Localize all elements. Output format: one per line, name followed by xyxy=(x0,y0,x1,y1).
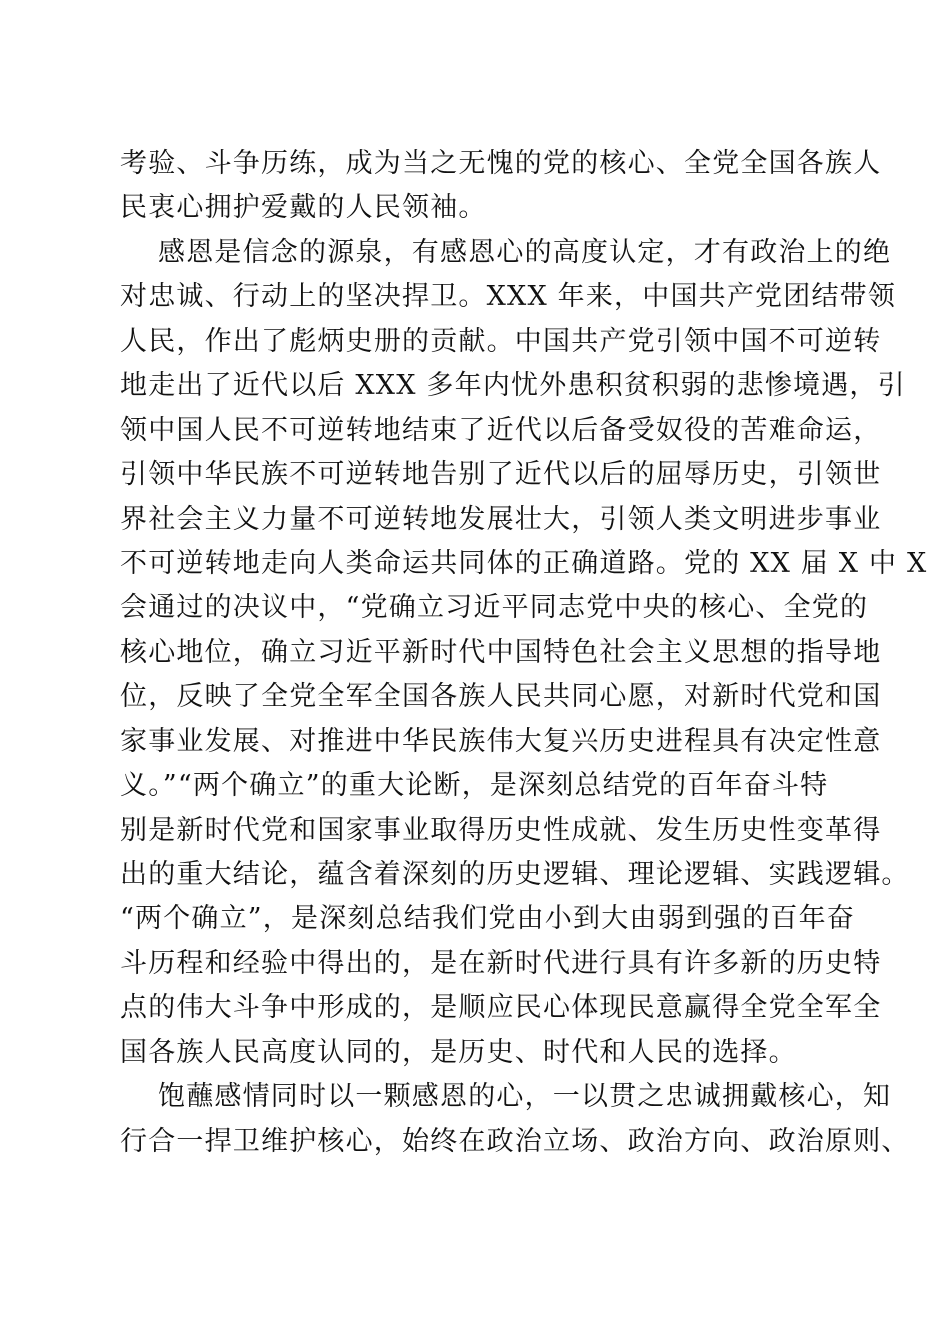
text-line: 会通过的决议中，“党确立习近平同志党中央的核心、全党的 xyxy=(120,592,869,624)
text-line: 界社会主义力量不可逆转地发展壮大，引领人类文明进步事业 xyxy=(120,503,882,535)
paragraph-1 xyxy=(120,142,882,231)
text-line: 位，反映了全党全军全国各族人民共同心愿，对新时代党和国 xyxy=(120,681,882,713)
text-line: 引领中华民族不可逆转地告别了近代以后的屈辱历史，引领世 xyxy=(120,459,882,491)
paragraph-2 xyxy=(120,231,928,1075)
text-line: 义。”“两个确立”的重大论断，是深刻总结党的百年奋斗特 xyxy=(120,770,829,802)
text-line: 出的重大结论，蕴含着深刻的历史逻辑、理论逻辑、实践逻辑。 xyxy=(120,859,910,890)
text-line: 领中国人民不可逆转地结束了近代以后备受奴役的苦难命运， xyxy=(120,414,882,446)
text-line: 饱蘸感情同时以一颗感恩的心，一以贯之忠诚拥戴核心，知 xyxy=(158,1081,892,1113)
text-line: 人民，作出了彪炳史册的贡献。中国共产党引领中国不可逆转 xyxy=(120,325,882,357)
text-line: 行合一捍卫维护核心，始终在政治立场、政治方向、政治原则、 xyxy=(120,1125,910,1157)
text-line: 感恩是信念的源泉，有感恩心的高度认定，才有政治上的绝 xyxy=(158,236,892,268)
document-body xyxy=(120,142,928,1164)
text-line: 民衷心拥护爱戴的人民领袖。 xyxy=(120,192,487,224)
text-line: 斗历程和经验中得出的，是在新时代进行具有许多新的历史特 xyxy=(120,947,882,979)
text-line: 不可逆转地走向人类命运共同体的正确道路。党的 XX 届 X 中 X xyxy=(120,547,928,579)
text-line: 地走出了近代以后 XXX 多年内忧外患积贫积弱的悲惨境遇，引 xyxy=(120,370,906,402)
text-line: 别是新时代党和国家事业取得历史性成就、发生历史性变革得 xyxy=(120,814,882,846)
text-line: 考验、斗争历练，成为当之无愧的党的核心、全党全国各族人 xyxy=(120,148,882,179)
paragraph-3 xyxy=(120,1075,910,1164)
text-line: 家事业发展、对推进中华民族伟大复兴历史进程具有决定性意 xyxy=(120,725,882,757)
text-line: 点的伟大斗争中形成的，是顺应民心体现民意赢得全党全军全 xyxy=(120,992,882,1024)
text-line: 国各族人民高度认同的，是历史、时代和人民的选择。 xyxy=(120,1036,797,1068)
text-line: 对忠诚、行动上的坚决捍卫。XXX 年来，中国共产党团结带领 xyxy=(120,281,897,313)
text-line: “两个确立”，是深刻总结我们党由小到大由弱到强的百年奋 xyxy=(120,903,856,935)
text-line: 核心地位，确立习近平新时代中国特色社会主义思想的指导地 xyxy=(120,636,882,668)
